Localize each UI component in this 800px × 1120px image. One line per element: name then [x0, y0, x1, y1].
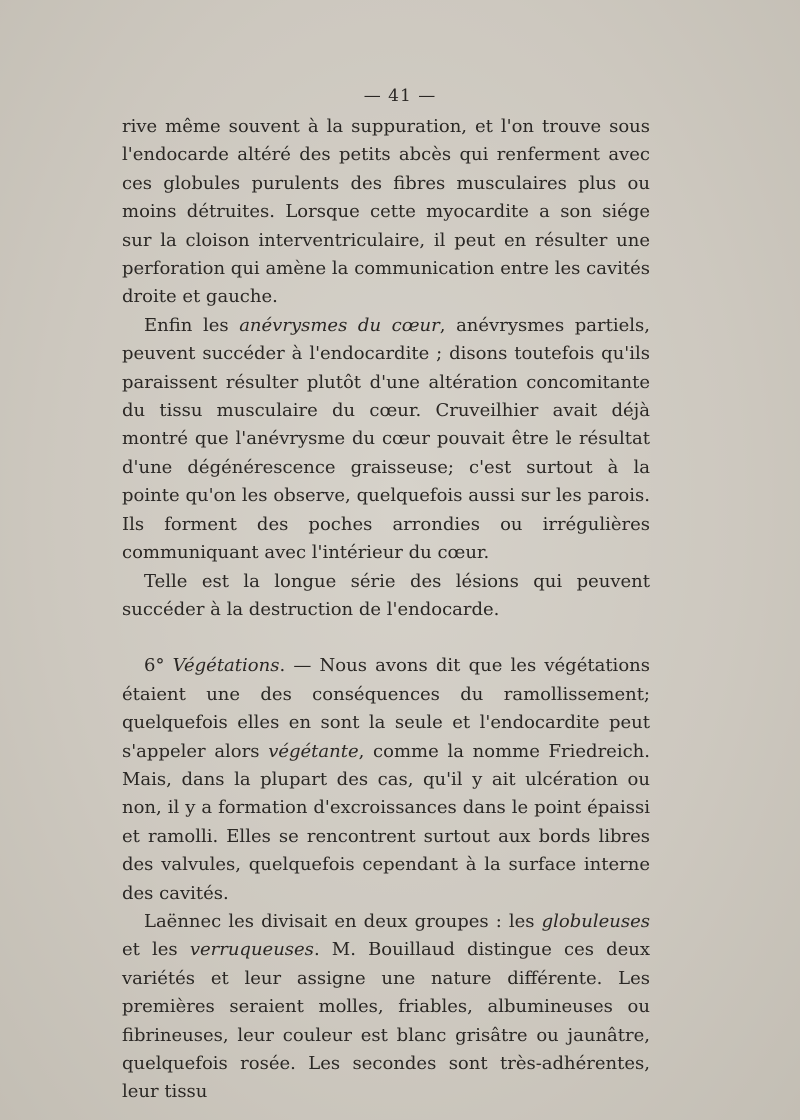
text-run: . — Nous avons dit que les végétations étaient une des conséquences du ramollissement; quelquefois elles en sont la seule et l'endocardite peut s'appeler alors [122, 655, 650, 762]
text-run: 6° [144, 655, 173, 677]
paragraph-p3 [122, 568, 650, 625]
text-run: Telle est la longue série des lésions qui peuvent succéder à la destruction de l'endocarde. [122, 570, 650, 620]
text-run: rive même souvent à la suppuration, et l'on trouve sous l'endocarde altéré des petits abcès qui renferment avec ces globules purulents des fibres musculaires plus ou moins détruites. Lorsque cette myocardite a son siége sur la cloison interventriculaire, il peut en résulter une perforation qui amène la communication entre les cavités droite et gauche. [122, 116, 650, 308]
italic-term: anévrysmes du cœur [239, 314, 440, 336]
italic-term: végétante [268, 740, 359, 762]
text-run: et les [122, 939, 190, 961]
paragraph-p1 [122, 113, 650, 312]
body-text [122, 113, 650, 1107]
text-run: Laënnec les divisait en deux groupes : les [144, 910, 542, 932]
section-gap [122, 624, 650, 652]
text-run: Enfin les [144, 314, 240, 336]
page-number: — 41 — [363, 86, 437, 106]
italic-term: verruqueuses [189, 939, 314, 961]
text-run: , comme la nomme Friedreich. Mais, dans la plupart des cas, qu'il y ait ulcération ou non, il y a formation d'excroissances dans le point épaissi et ramolli. Elles se rencontrent surtout aux bords libres des valvules, quelquefois cependant à la surface interne des cavités. [122, 740, 650, 904]
paragraph-p2 [122, 312, 650, 568]
paragraph-p4 [122, 652, 650, 908]
italic-term: globuleuses [541, 910, 650, 932]
paragraph-p5 [122, 908, 650, 1107]
italic-term: Végétations [172, 655, 280, 677]
text-run: . M. Bouillaud distingue ces deux variétés et leur assigne une nature différente. Les premières seraient molles, friables, albumineuses ou fibrineuses, leur couleur est blanc grisâtre ou jaunâtre, quelquefois rosée. Les secondes sont très-adhérentes, leur tissu [122, 939, 651, 1103]
text-run: , anévrysmes partiels, peuvent succéder à l'endocardite ; disons toutefois qu'ils paraissent résulter plutôt d'une altération concomitante du tissu musculaire du cœur. Cruveilhier avait déjà montré que l'anévrysme du cœur pouvait être le résultat d'une dégénérescence graisseuse; c'est surtout à la pointe qu'on les observe, quelquefois aussi sur les parois. Ils forment des poches arrondies ou irrégulières communiquant avec l'intérieur du cœur. [122, 314, 651, 564]
